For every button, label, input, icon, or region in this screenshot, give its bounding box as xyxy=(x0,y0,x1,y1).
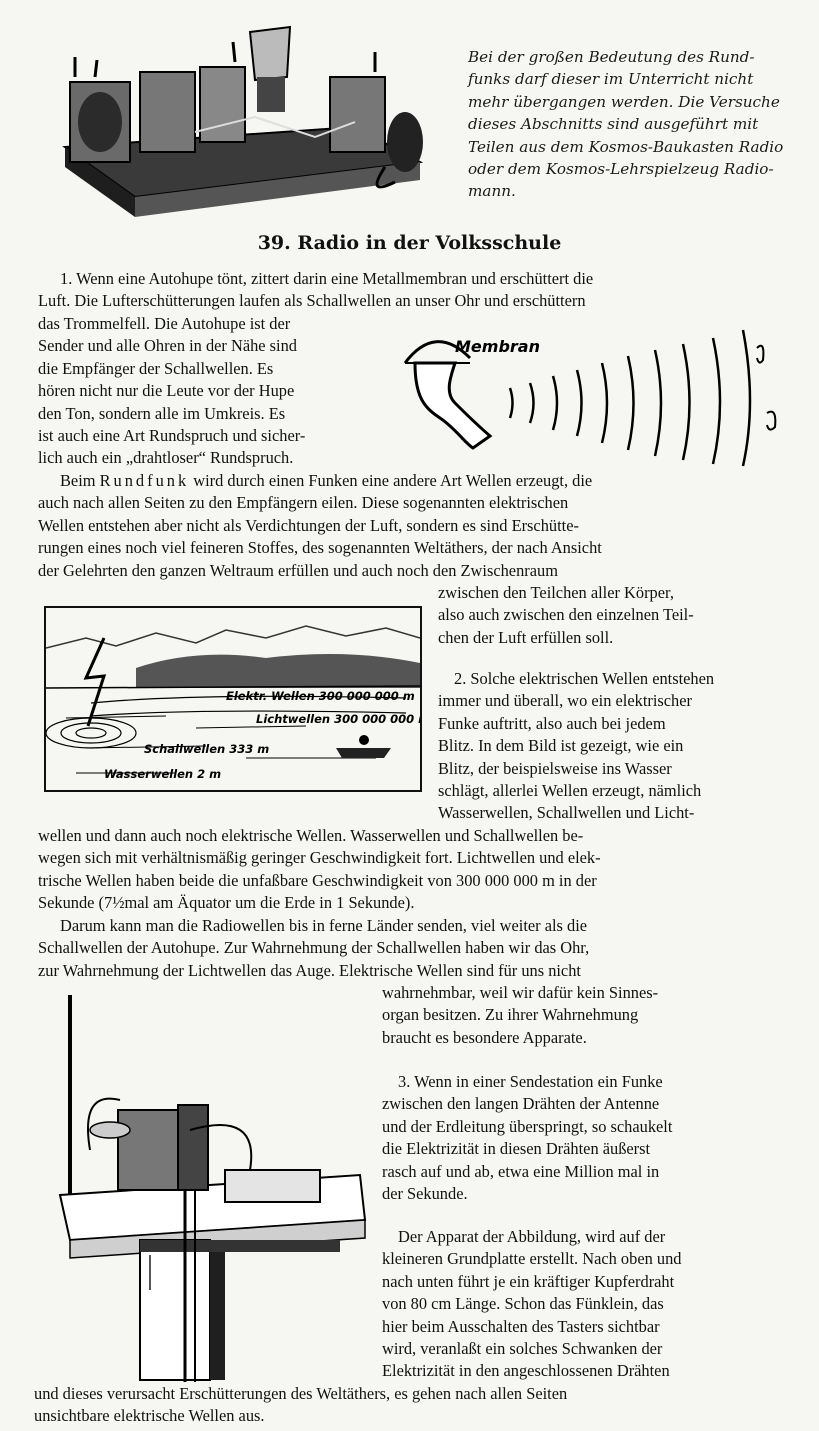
paragraph-darum-wrap xyxy=(382,982,782,1049)
intro-line: mann. xyxy=(468,182,516,201)
intro-note xyxy=(468,46,798,203)
membran-label: Membran xyxy=(455,337,540,356)
paragraph-apparat-wrap xyxy=(382,1226,782,1383)
text-line: wegen sich mit verhältnismäßig geringer Geschwindigkeit fort. Lichtwellen und elek- xyxy=(38,848,601,868)
text-line: Blitz. In dem Bild ist gezeigt, wie ein xyxy=(438,736,684,756)
text-line: Wasserwellen, Schallwellen und Licht- xyxy=(438,803,695,823)
intro-line: funks darf dieser im Unterricht nicht xyxy=(468,70,754,89)
paragraph-1-wrap xyxy=(38,313,388,470)
intro-line: Teilen aus dem Kosmos-Baukasten Radio xyxy=(468,137,784,156)
wave-label-electric: Elektr. Wellen 300 000 000 m xyxy=(226,689,415,703)
text-line: den Ton, sondern alle im Umkreis. Es xyxy=(38,403,286,423)
paragraph-rundfunk-wrap xyxy=(438,582,784,649)
waves-figure-frame xyxy=(44,606,422,792)
paragraph-darum xyxy=(38,915,784,982)
text-fragment: wird durch einen Funken eine andere Art Wellen erzeugt, die xyxy=(189,471,593,490)
intro-line: dieses Abschnitts sind ausgeführt mit xyxy=(468,115,759,134)
text-line: von 80 cm Länge. Schon das Fünklein, das xyxy=(382,1294,664,1314)
paragraph-2-full xyxy=(38,825,784,915)
spark-transmitter-illustration xyxy=(30,990,370,1385)
text-line: wellen und dann auch noch elektrische Wellen. Wasserwellen und Schallwellen be- xyxy=(38,826,584,845)
horn-sound-waves-figure xyxy=(395,318,785,468)
paragraph-3 xyxy=(382,1071,782,1205)
text-line: Sekunde (7½mal am Äquator um die Erde in 1 Sekunde). xyxy=(38,893,415,913)
text-line: nach unten führt je ein kräftiger Kupferdraht xyxy=(382,1271,675,1291)
text-line: chen der Luft erfüllen soll. xyxy=(438,627,614,647)
intro-line: mehr übergangen werden. Die Versuche xyxy=(468,92,780,111)
wave-label-sound: Schallwellen 333 m xyxy=(144,742,270,756)
text-line: Schallwellen der Autohupe. Zur Wahrnehmung der Schallwellen haben wir das Ohr, xyxy=(38,938,590,958)
text-line: der Sekunde. xyxy=(382,1184,468,1204)
intro-line: oder dem Kosmos-Lehrspielzeug Radio- xyxy=(468,160,774,179)
text-line: immer und überall, wo ein elektrischer xyxy=(438,691,692,711)
text-line: ist auch eine Art Rundspruch und sicher- xyxy=(38,426,306,446)
text-line: Wellen entstehen aber nicht als Verdichtungen der Luft, sondern es sind Erschütte- xyxy=(38,515,579,535)
lightning-lake-illustration xyxy=(46,608,420,790)
text-line: hören nicht nur die Leute vor der Hupe xyxy=(38,381,295,401)
text-line: Darum kann man die Radiowellen bis in ferne Länder senden, viel weiter als die xyxy=(60,916,588,935)
text-line: und dieses verursacht Erschütterungen des Weltäthers, es gehen nach allen Seiten xyxy=(34,1384,568,1403)
text-line: trische Wellen haben beide die unfaßbare Geschwindigkeit von 300 000 000 m in der xyxy=(38,870,597,890)
text-line: schlägt, allerlei Wellen erzeugt, nämlich xyxy=(438,781,702,801)
text-line: Der Apparat der Abbildung, wird auf der xyxy=(398,1227,666,1246)
text-line: zur Wahrnehmung der Lichtwellen das Auge. Elektrische Wellen sind für uns nicht xyxy=(38,960,581,980)
text-line: Sender und alle Ohren in der Nähe sind xyxy=(38,336,297,356)
text-line: die Empfänger der Schallwellen. Es xyxy=(38,358,274,378)
text-line: hier beim Ausschalten des Tasters sichtbar xyxy=(382,1316,660,1336)
wave-label-water: Wasserwellen 2 m xyxy=(104,767,222,781)
text-line: wahrnehmbar, weil wir dafür kein Sinnes- xyxy=(382,983,659,1002)
section-title: 39. Radio in der Volksschule xyxy=(257,232,562,254)
text-line: auch nach allen Seiten zu den Empfängern eilen. Diese sogenannten elektrischen xyxy=(38,493,569,513)
text-line: kleineren Grundplatte erstellt. Nach oben und xyxy=(382,1249,682,1269)
spaced-word-rundfunk: Rundfunk xyxy=(99,471,190,490)
text-line: rungen eines noch viel feineren Stoffes, des sogenannten Weltäthers, der nach Ansicht xyxy=(38,538,602,558)
text-line: Blitz, der beispielsweise ins Wasser xyxy=(438,758,672,778)
paragraph-rundfunk xyxy=(38,470,784,582)
text-line: 3. Wenn in einer Sendestation ein Funke xyxy=(398,1072,663,1091)
text-line: der Gelehrten den ganzen Weltraum erfüllen und auch noch den Zwischenraum xyxy=(38,560,558,580)
text-line: wird, veranlaßt ein solches Schwanken der xyxy=(382,1339,663,1359)
text-line: 1. Wenn eine Autohupe tönt, zittert darin eine Metallmembran und erschüttert die xyxy=(60,269,594,288)
text-line: Luft. Die Lufterschütterungen laufen als Schallwellen an unser Ohr und erschüttern xyxy=(38,291,586,311)
text-line: rasch auf und ab, etwa eine Million mal in xyxy=(382,1161,660,1181)
text-fragment: Beim xyxy=(60,471,100,490)
text-line: lich auch ein „drahtloser“ Rundspruch. xyxy=(38,448,294,468)
paragraph-apparat-full xyxy=(34,1383,784,1428)
text-line: das Trommelfell. Die Autohupe ist der xyxy=(38,314,291,333)
text-line: also auch zwischen den einzelnen Teil- xyxy=(438,605,694,625)
radio-set-illustration xyxy=(55,22,430,237)
text-line: zwischen den langen Drähten der Antenne xyxy=(382,1094,660,1114)
paragraph-1-full xyxy=(38,268,784,313)
text-line: organ besitzen. Zu ihrer Wahrnehmung xyxy=(382,1005,639,1025)
text-line: 2. Solche elektrischen Wellen entstehen xyxy=(454,669,715,688)
text-line: und der Erdleitung überspringt, so schaukelt xyxy=(382,1116,673,1136)
text-line: Funke auftritt, also auch bei jedem xyxy=(438,713,666,733)
wave-label-light: Lichtwellen 300 000 000 m xyxy=(256,712,420,726)
paragraph-2-wrap xyxy=(438,668,784,825)
text-line: zwischen den Teilchen aller Körper, xyxy=(438,583,674,602)
text-line: braucht es besondere Apparate. xyxy=(382,1027,587,1047)
text-line: unsichtbare elektrische Wellen aus. xyxy=(34,1406,265,1426)
text-line: die Elektrizität in diesen Drähten äußerst xyxy=(382,1139,651,1159)
intro-line: Bei der großen Bedeutung des Rund- xyxy=(468,48,755,66)
text-line: Elektrizität in den angeschlossenen Drähten xyxy=(382,1361,670,1381)
